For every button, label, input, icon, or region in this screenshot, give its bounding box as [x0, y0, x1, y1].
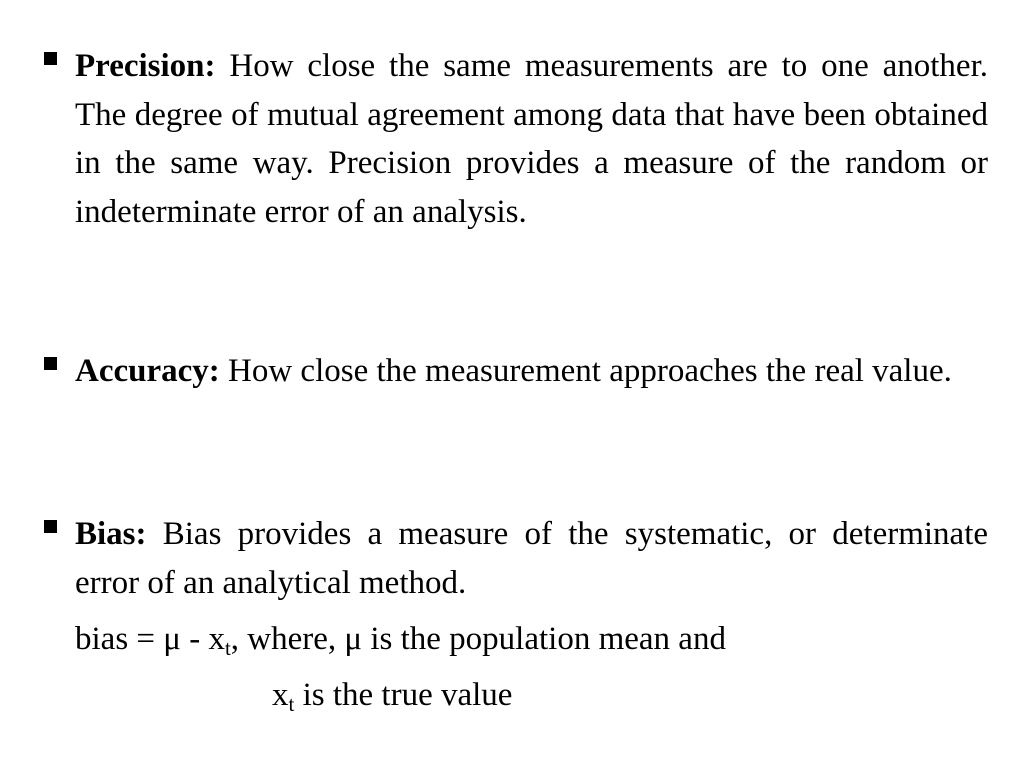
true-value-line — [272, 671, 512, 719]
bias-formula — [75, 615, 726, 663]
true-value-text: is the true value — [294, 677, 513, 713]
formula-subscript: t — [224, 636, 231, 660]
bullet-square-icon — [44, 520, 57, 533]
bullet-bias — [44, 510, 988, 607]
precision-definition: How close the same measurements are to one another. The degree of mutual agreement among data that have been obtained in the same way. Precision provides a measure of the random or indeterminate error of an analysis. — [75, 48, 989, 230]
accuracy-paragraph — [75, 347, 988, 396]
precision-paragraph — [75, 42, 988, 236]
bias-term: Bias: — [75, 516, 147, 552]
true-value-subscript: t — [288, 692, 295, 716]
bullet-precision — [44, 42, 988, 236]
accuracy-term: Accuracy: — [75, 353, 220, 389]
bullet-square-icon — [44, 357, 57, 370]
formula-suffix: , where, μ is the population mean and — [230, 621, 726, 657]
bias-paragraph — [75, 510, 988, 607]
accuracy-definition: How close the measurement approaches the real value. — [228, 353, 952, 389]
bullet-square-icon — [44, 52, 57, 65]
precision-term: Precision: — [75, 48, 216, 84]
bullet-accuracy — [44, 347, 988, 396]
bias-definition: Bias provides a measure of the systematic, or determinate error of an analytical method. — [75, 516, 989, 601]
formula-prefix: bias = μ - x — [75, 621, 225, 657]
true-value-var: x — [272, 677, 289, 713]
